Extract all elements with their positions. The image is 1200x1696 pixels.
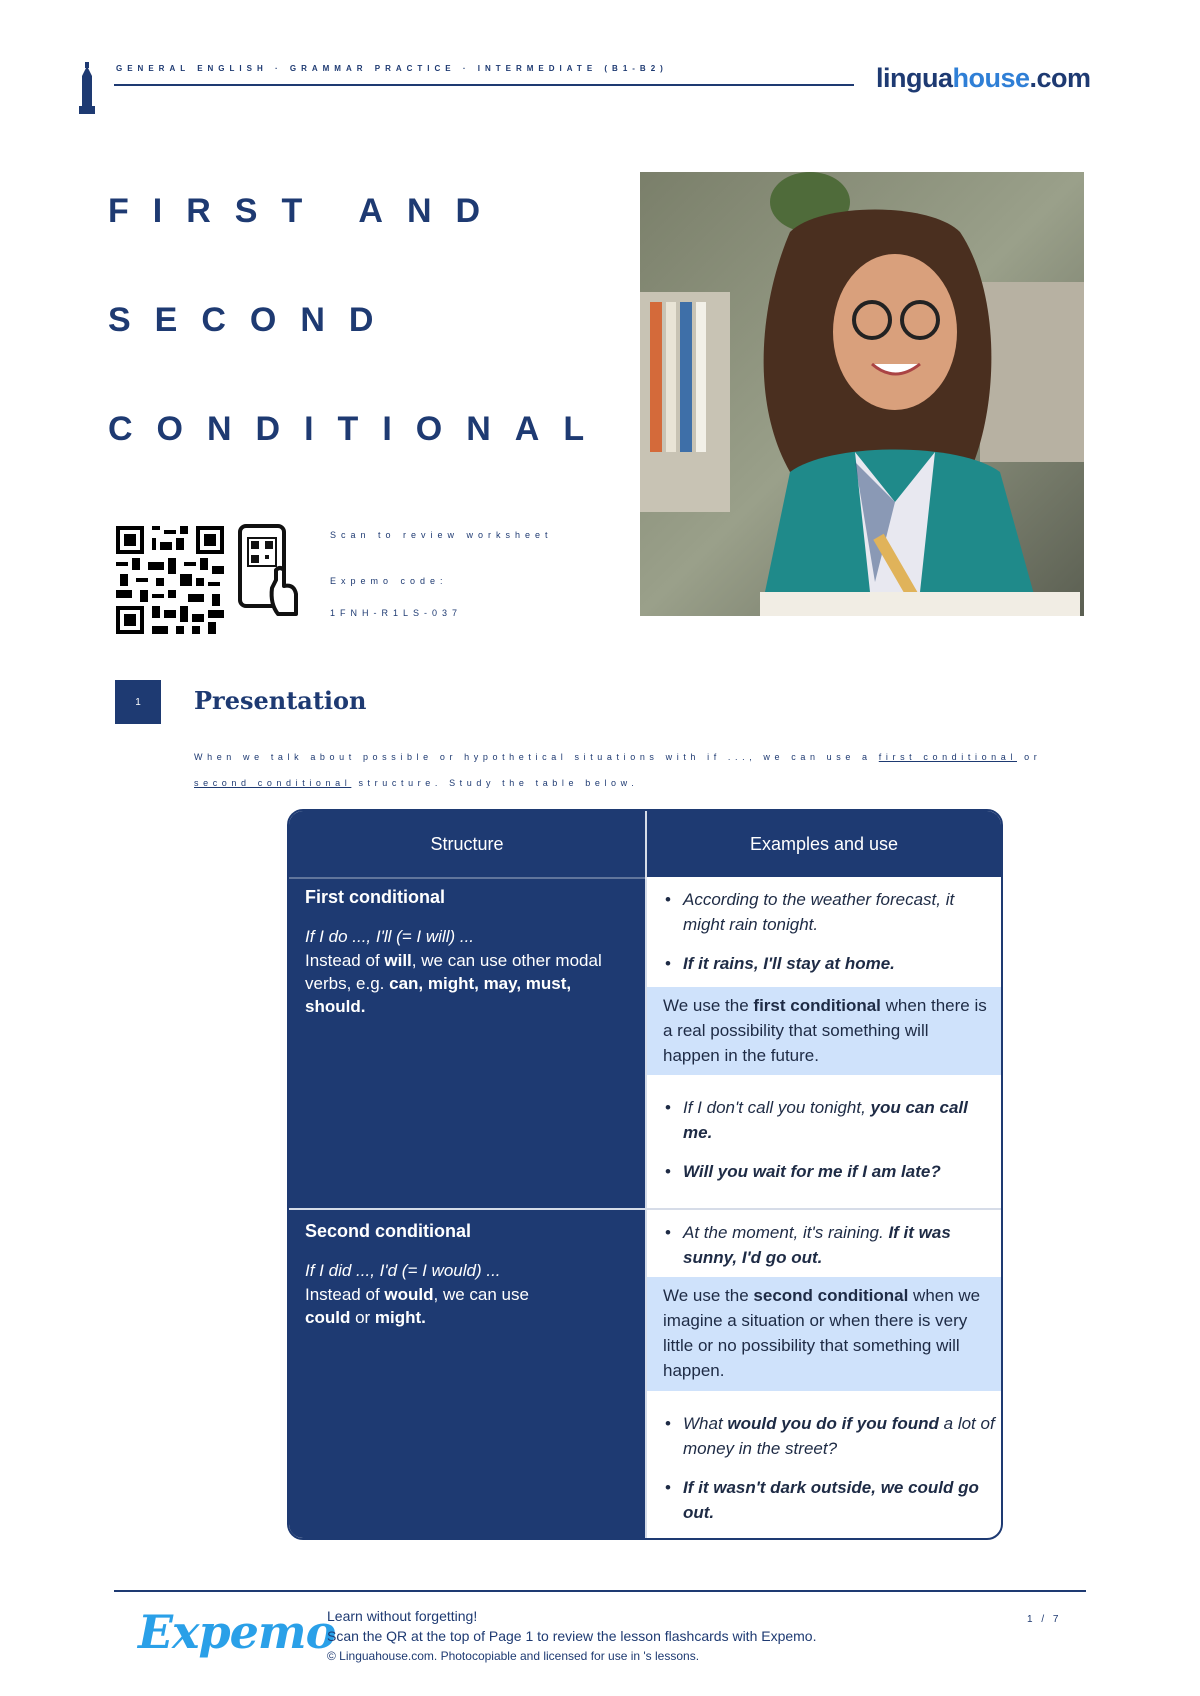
intro-text-2: or [1017,752,1042,762]
fc-note-bold: first conditional [753,996,881,1015]
fc-ex4-a: Will you wait for me [683,1162,848,1181]
phone-scan-icon [236,524,300,618]
sc-ex3-a: If it wasn't dark outside, [683,1478,881,1497]
first-example-2 [665,951,999,976]
fc-note-1: We use the [663,996,754,1015]
breadcrumb: GENERAL ENGLISH · GRAMMAR PRACTICE · INTERMEDIATE (B1-B2) [116,64,668,73]
section-intro [194,744,1084,796]
fc-ex3-a: If I don't call you tonight, [683,1098,871,1117]
expemo-code-value: 1FNH-R1LS-037 [330,608,463,618]
column-header-structure: Structure [289,811,645,877]
sc-desc-could: could [305,1308,351,1327]
second-example-1 [665,1220,999,1270]
fc-ex4-b: if I am late? [847,1162,941,1181]
sc-note-1: We use the [663,1286,754,1305]
sc-ex2-c: a lot of money in the street? [683,1414,995,1458]
sc-note-2: when we imagine a situation or when there is very little or no possibility that something will happen. [663,1286,981,1380]
intro-text-3: structure. Study the table below. [351,778,639,788]
fc-desc-modals: can, might, may, must, should. [305,974,572,1016]
first-conditional-use-note [647,987,1001,1075]
fc-ex2-text: If it rains, I'll stay at home. [683,954,895,973]
page-title-line-1: FIRST AND [108,192,505,230]
sc-desc-3: or [350,1308,375,1327]
intro-text-1: When we talk about possible or hypothetical situations with if ..., we can use a [194,752,879,762]
scan-instruction: Scan to review worksheet [330,530,553,540]
tower-logo-icon [78,62,96,114]
qr-code-icon[interactable] [116,526,224,634]
second-example-2 [665,1411,999,1461]
sc-ex1-a: At the moment, it's raining. [683,1223,889,1242]
column-header-examples: Examples and use [647,811,1001,877]
expemo-logo[interactable]: Expemo [138,1605,336,1659]
first-conditional-heading: First conditional [305,887,446,907]
brand-part-1: lingua [876,63,953,93]
intro-link-first-conditional[interactable]: first conditional [878,752,1017,762]
sc-ex2-b: would you do if you found [727,1414,939,1433]
first-example-4 [665,1159,999,1184]
page-number: 1 / 7 [1027,1614,1062,1625]
column-divider [645,811,647,1538]
conditionals-table [287,809,1003,1540]
second-conditional-formula: If I did ..., I'd (= I would) ... [305,1261,501,1280]
fc-ex3-b: you can call me. [683,1098,968,1142]
footer-tagline: Learn without forgetting! [327,1608,478,1624]
footer-divider [114,1590,1086,1592]
page-title-line-3: CONDITIONAL [108,410,609,448]
student-photo [640,172,1084,616]
page-title-line-2: SECOND [108,301,398,339]
header-divider-line [289,877,1001,879]
fc-desc-2: , we can use other modal verbs, e.g. [305,951,602,993]
sc-ex2-a: What [683,1414,728,1433]
header-divider [114,84,854,86]
second-conditional-use-note [647,1277,1001,1391]
sc-desc-might: might. [374,1308,426,1327]
expemo-code-label: Expemo code: [330,576,448,586]
section-number-badge: 1 [115,680,161,724]
sc-note-bold: second conditional [753,1286,909,1305]
brand-part-2: house [952,63,1030,93]
first-conditional-description [305,949,605,1018]
footer-instructions: Scan the QR at the top of Page 1 to review the lesson flashcards with Expemo. [327,1628,817,1644]
second-conditional-heading: Second conditional [305,1221,472,1241]
first-example-1: • According to the weather forecast, it might rain tonight. [665,887,999,937]
section-title: Presentation [194,686,367,715]
row-divider [289,1208,1001,1210]
sc-ex1-b: If it was sunny, I'd go out. [683,1223,951,1267]
fc-desc-1: Instead of [305,951,385,970]
second-example-3 [665,1475,999,1525]
first-example-3 [665,1095,999,1145]
brand-logo[interactable] [876,63,1091,94]
footer-copyright: © Linguahouse.com. Photocopiable and licensed for use in 's lessons. [327,1649,700,1663]
brand-part-3: .com [1029,63,1091,93]
second-conditional-description [305,1283,535,1329]
sc-ex3-b: we could go out. [683,1478,979,1522]
first-conditional-formula: If I do ..., I'll (= I will) ... [305,927,475,946]
sc-desc-2: , we can use [433,1285,529,1304]
fc-note-2: when there is a real possibility that something will happen in the future. [663,996,987,1065]
sc-desc-would: would [384,1285,434,1304]
sc-desc-1: Instead of [305,1285,385,1304]
intro-link-second-conditional[interactable]: second conditional [194,778,352,788]
fc-desc-will: will [384,951,412,970]
